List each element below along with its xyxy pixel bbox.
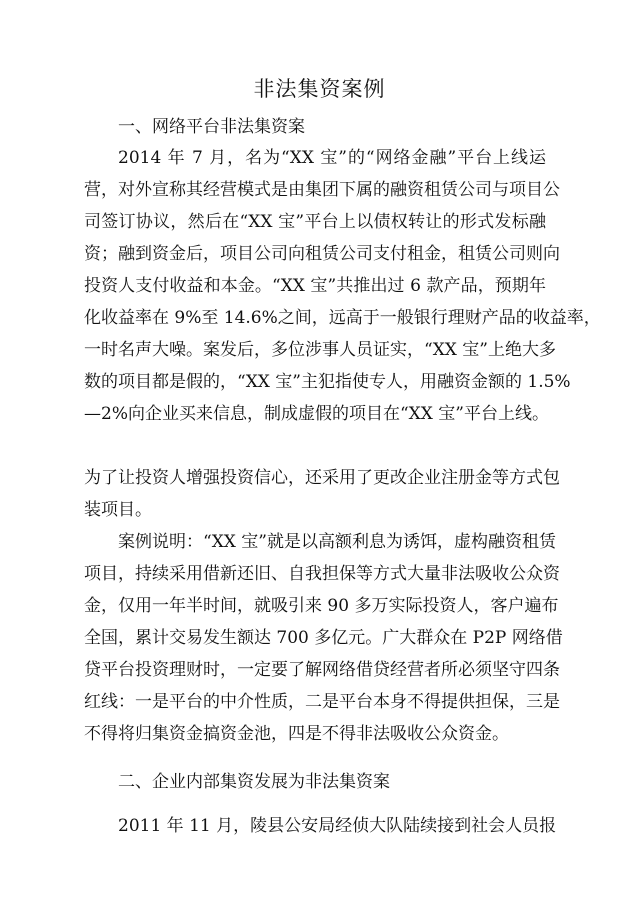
paragraph-line: 红线：一是平台的中介性质，二是平台本身不得提供担保，三是: [84, 692, 560, 712]
paragraph-line: 装项目。: [84, 500, 152, 520]
paragraph-line: 投资人支付收益和本金。“XX 宝”共推出过 6 款产品，预期年: [84, 276, 546, 296]
paragraph-line: 项目，持续采用借新还旧、自我担保等方式大量非法吸收公众资: [84, 564, 560, 584]
paragraph-line: 2014 年 7 月，名为“XX 宝”的“网络金融”平台上线运: [118, 148, 546, 168]
paragraph-line: 2011 年 11 月，陵县公安局经侦大队陆续接到社会人员报: [118, 816, 557, 836]
paragraph-line: 化收益率在 9%至 14.6%之间，远高于一般银行理财产品的收益率，: [84, 308, 601, 328]
paragraph-line: —2%向企业买来信息，制成虚假的项目在“XX 宝”平台上线。: [84, 404, 549, 424]
paragraph-line: 贷平台投资理财时，一定要了解网络借贷经营者所必须坚守四条: [84, 660, 560, 680]
paragraph-line: 司签订协议，然后在“XX 宝”平台上以债权转让的形式发标融: [84, 212, 546, 232]
document-title: 非法集资案例: [253, 77, 386, 101]
paragraph-line: 不得将归集资金搞资金池，四是不得非法吸收公众资金。: [84, 724, 509, 744]
paragraph-line: 案例说明：“XX 宝”就是以高额利息为诱饵，虚构融资租赁: [118, 532, 556, 552]
paragraph-line: 全国，累计交易发生额达 700 多亿元。广大群众在 P2P 网络借: [84, 628, 563, 648]
paragraph-line: 数的项目都是假的，“XX 宝”主犯指使专人，用融资金额的 1.5%: [84, 372, 571, 392]
paragraph-line: 资；融到资金后，项目公司向租赁公司支付租金，租赁公司则向: [84, 244, 560, 264]
paragraph-line: 为了让投资人增强投资信心，还采用了更改企业注册金等方式包: [84, 468, 560, 488]
paragraph-line: 营，对外宣称其经营模式是由集团下属的融资租赁公司与项目公: [84, 180, 560, 200]
section-heading-1: 一、网络平台非法集资案: [118, 117, 305, 137]
paragraph-line: 金，仅用一年半时间，就吸引来 90 多万实际投资人，客户遍布: [84, 596, 559, 616]
section-heading-2: 二、企业内部集资发展为非法集资案: [118, 772, 390, 792]
paragraph-line: 一时名声大噪。案发后，多位涉事人员证实，“XX 宝”上绝大多: [84, 340, 556, 360]
